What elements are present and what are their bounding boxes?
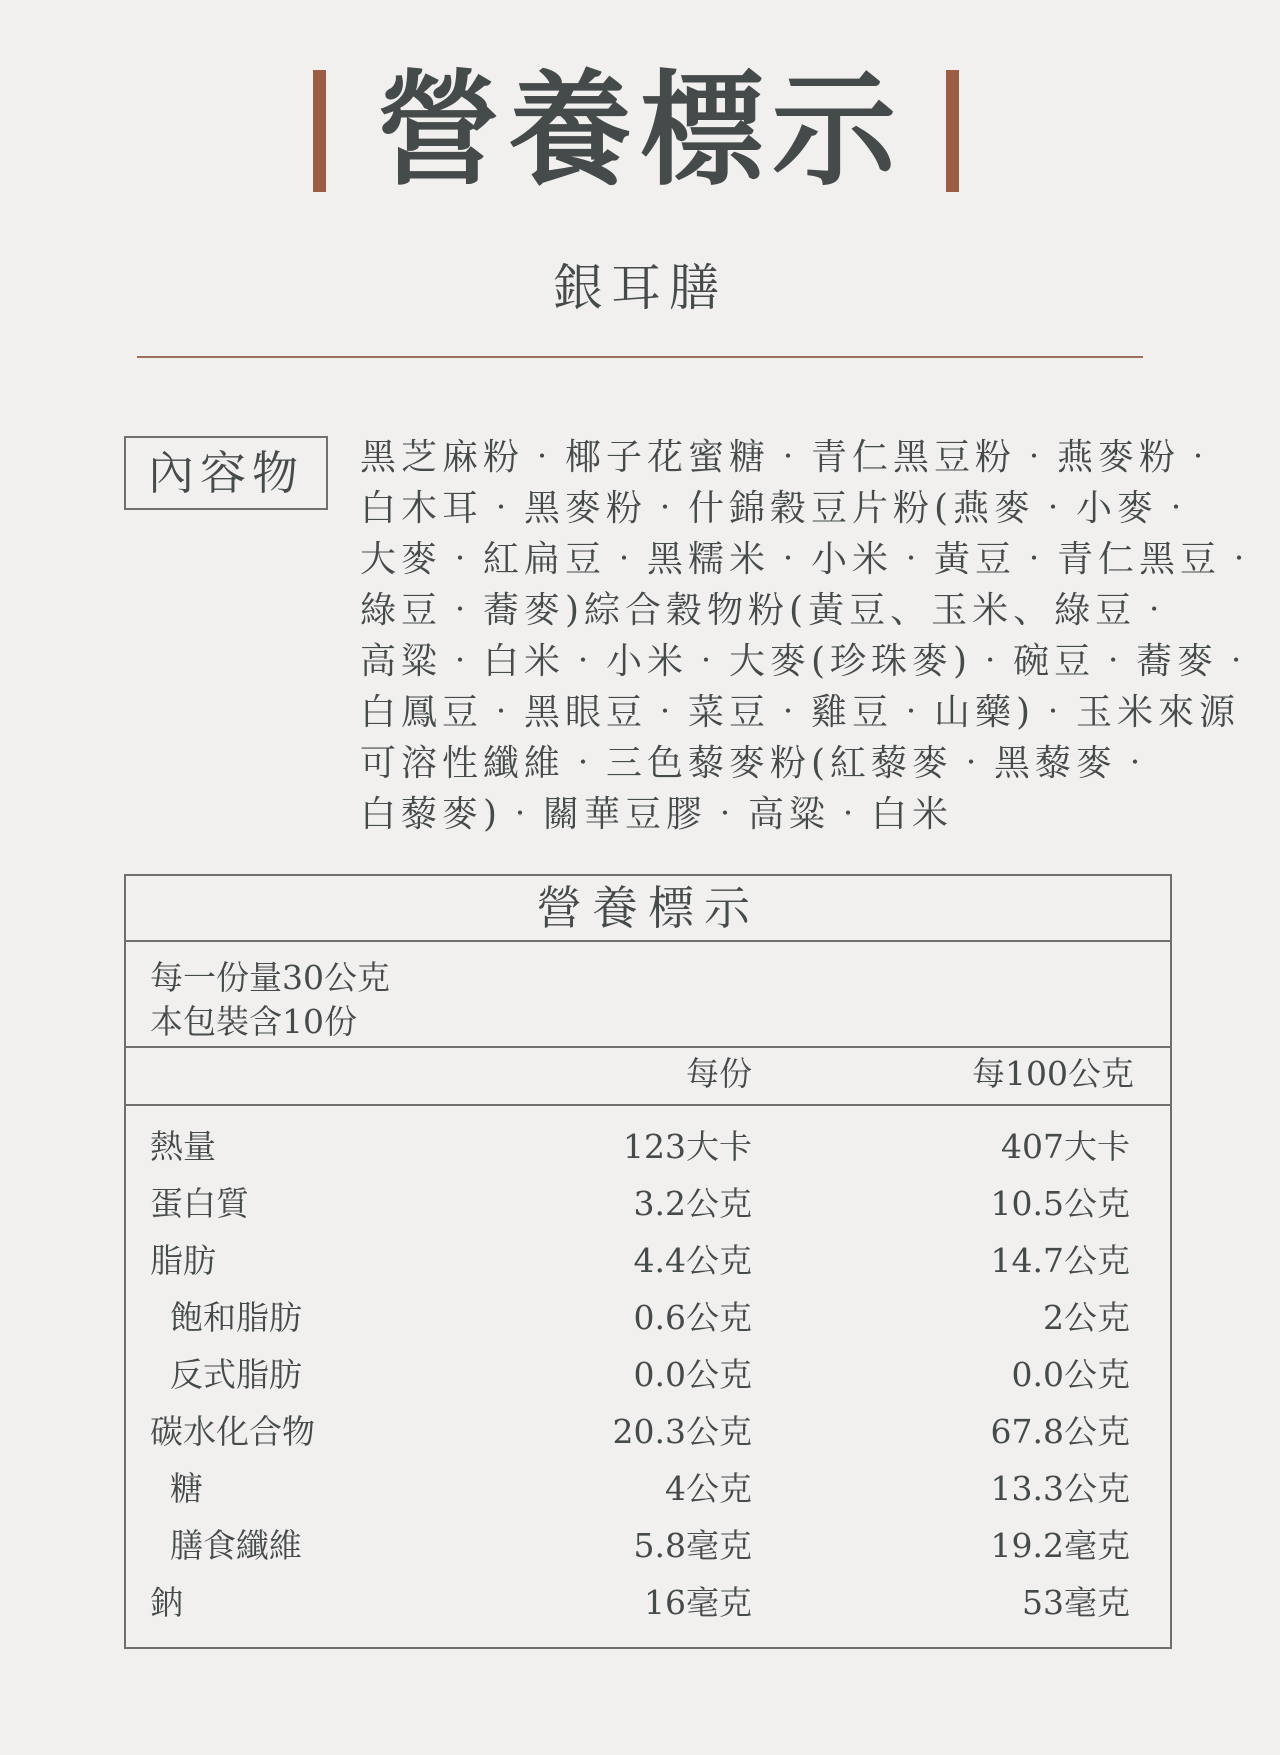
per-serving-value: 3.2公克	[633, 1184, 752, 1223]
per-100g-value: 14.7公克	[990, 1241, 1130, 1280]
per-serving-value: 4.4公克	[633, 1241, 752, 1280]
serving-size: 每一份量30公克	[150, 958, 390, 997]
ingredients-line: 綠豆‧蕎麥)綜合穀物粉(黃豆、玉米、綠豆‧	[360, 590, 1178, 631]
per-100g-value: 2公克	[1043, 1298, 1130, 1337]
column-headers	[126, 1048, 1170, 1106]
page-title: 營養標示	[375, 58, 904, 203]
nutrient-name: 熱量	[150, 1127, 216, 1166]
per-serving-value: 0.6公克	[633, 1298, 752, 1337]
ingredients-list	[360, 432, 1263, 840]
nutrient-name: 膳食纖維	[170, 1526, 302, 1565]
ingredients-line: 黑芝麻粉‧椰子花蜜糖‧青仁黑豆粉‧燕麥粉‧	[360, 437, 1222, 478]
ingredients-line: 可溶性纖維‧三色藜麥粉(紅藜麥‧黑藜麥‧	[360, 743, 1159, 784]
table-row	[126, 1517, 1170, 1574]
per-serving-value: 4公克	[665, 1469, 752, 1508]
per-100g-value: 53毫克	[1022, 1583, 1130, 1622]
serving-info	[126, 942, 1170, 1048]
per-100g-value: 0.0公克	[1011, 1355, 1130, 1394]
col-per-serving: 每份	[686, 1054, 752, 1093]
ingredients-line: 高粱‧白米‧小米‧大麥(珍珠麥)‧碗豆‧蕎麥‧	[360, 641, 1260, 682]
ingredients-line: 大麥‧紅扁豆‧黑糯米‧小米‧黃豆‧青仁黑豆‧	[360, 539, 1263, 580]
product-name: 銀耳膳	[553, 259, 727, 317]
per-serving-value: 20.3公克	[612, 1412, 752, 1451]
nutrition-title: 營養標示	[126, 876, 1170, 942]
ingredients-line: 白藜麥)‧關華豆膠‧高粱‧白米	[360, 794, 954, 835]
ingredients-label: 內容物	[124, 436, 328, 510]
table-row	[126, 1403, 1170, 1460]
per-serving-value: 0.0公克	[633, 1355, 752, 1394]
table-row	[126, 1118, 1170, 1175]
per-100g-value: 407大卡	[1001, 1127, 1130, 1166]
nutrition-table	[124, 874, 1172, 1649]
per-100g-value: 19.2毫克	[990, 1526, 1130, 1565]
ingredients-line: 白鳳豆‧黑眼豆‧菜豆‧雞豆‧山藥)‧玉米來源	[360, 692, 1241, 733]
nutrient-name: 鈉	[150, 1583, 183, 1622]
nutrient-name: 飽和脂肪	[170, 1298, 302, 1337]
table-row	[126, 1289, 1170, 1346]
nutrient-name: 糖	[170, 1469, 203, 1508]
table-row	[126, 1232, 1170, 1289]
per-serving-value: 16毫克	[644, 1583, 752, 1622]
table-row	[126, 1574, 1170, 1631]
servings-per-pack: 本包裝含10份	[150, 1002, 357, 1041]
per-100g-value: 10.5公克	[990, 1184, 1130, 1223]
table-row	[126, 1175, 1170, 1232]
table-row	[126, 1460, 1170, 1517]
nutrient-name: 碳水化合物	[150, 1412, 315, 1451]
per-100g-value: 13.3公克	[990, 1469, 1130, 1508]
title-bar-right	[946, 70, 959, 192]
title-banner	[0, 58, 1280, 203]
per-serving-value: 123大卡	[623, 1127, 752, 1166]
col-per-100g: 每100公克	[972, 1054, 1134, 1093]
table-row	[126, 1346, 1170, 1403]
nutrient-name: 反式脂肪	[170, 1355, 302, 1394]
ingredients-line: 白木耳‧黑麥粉‧什錦穀豆片粉(燕麥‧小麥‧	[360, 488, 1200, 529]
per-100g-value: 67.8公克	[990, 1412, 1130, 1451]
nutrition-rows	[126, 1106, 1170, 1631]
nutrient-name: 蛋白質	[150, 1184, 249, 1223]
nutrient-name: 脂肪	[150, 1241, 216, 1280]
per-serving-value: 5.8毫克	[633, 1526, 752, 1565]
title-bar-left	[313, 70, 326, 192]
divider	[137, 356, 1143, 358]
